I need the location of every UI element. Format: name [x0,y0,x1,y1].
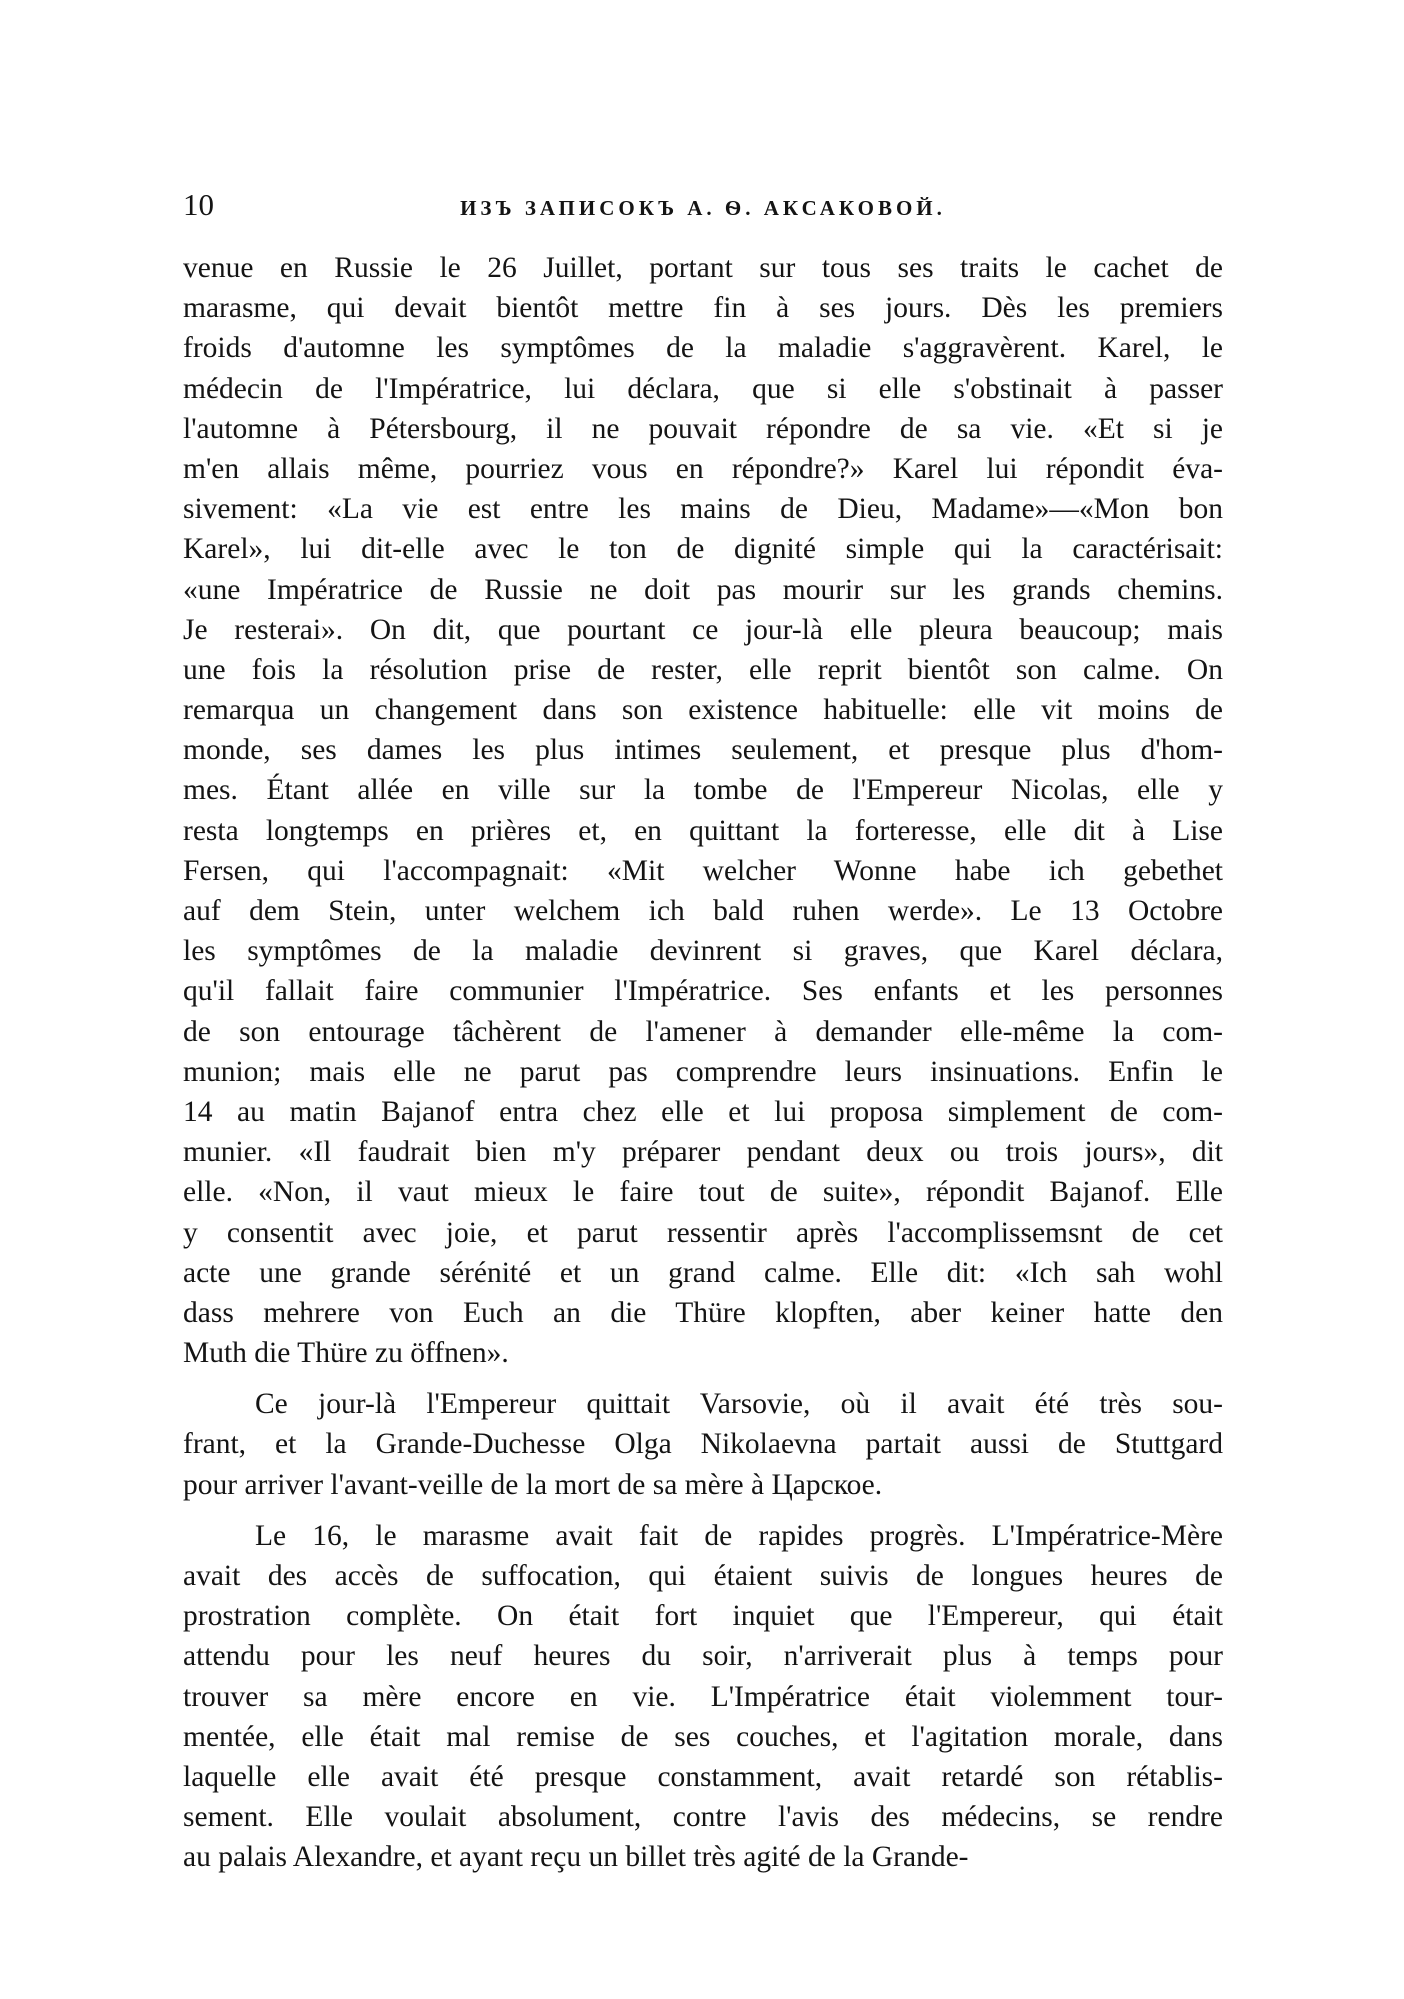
text-line: prostration complète. On était fort inquiet que l'Empereur, qui était [183,1600,1223,1633]
text-line: resta longtemps en prières et, en quittant la forteresse, elle dit à Lise [183,814,1223,847]
text-line: m'en allais même, pourriez vous en répondre?» Karel lui répondit éva- [183,452,1223,485]
text-line: Karel», lui dit-elle avec le ton de dignité simple qui la caractérisait: [183,533,1223,566]
text-line: Le 16, le marasme avait fait de rapides progrès. L'Impératrice-Mère [255,1519,1223,1552]
text-line: frant, et la Grande-Duchesse Olga Nikolaevna partait aussi de Stuttgard [183,1428,1223,1461]
text-line: une fois la résolution prise de rester, elle reprit bientôt son calme. On [183,653,1223,686]
text-line: au palais Alexandre, et ayant reçu un billet très agité de la Grande- [183,1841,969,1874]
paragraph-gap [183,1373,1223,1384]
text-line: marasme, qui devait bientôt mettre fin à ses jours. Dès les premiers [183,292,1223,325]
text-line: trouver sa mère encore en vie. L'Impératrice était violemment tour- [183,1680,1223,1713]
text-line: froids d'automne les symptômes de la maladie s'aggravèrent. Karel, le [183,332,1223,365]
text-line: de son entourage tâchèrent de l'amener à demander elle-même la com- [183,1015,1223,1048]
text-line: Fersen, qui l'accompagnait: «Mit welcher Wonne habe ich gebethet [183,854,1223,887]
text-line: mentée, elle était mal remise de ses couches, et l'agitation morale, dans [183,1720,1223,1753]
text-line: elle. «Non, il vaut mieux le faire tout de suite», répondit Bajanof. Elle [183,1176,1223,1209]
body-text [183,248,1223,1878]
running-header [183,185,1223,225]
text-line: monde, ses dames les plus intimes seulement, et presque plus d'hom- [183,734,1223,767]
text-line: laquelle elle avait été presque constamment, avait retardé son rétablis- [183,1760,1223,1793]
text-line: auf dem Stein, unter welchem ich bald ruhen werde». Le 13 Octobre [183,895,1223,927]
text-line: attendu pour les neuf heures du soir, n'arriverait plus à temps pour [183,1640,1223,1673]
paragraph-1 [183,248,1223,1373]
text-line: remarqua un changement dans son existence habituelle: elle vit moins de [183,694,1223,727]
text-line: qu'il fallait faire communier l'Impératrice. Ses enfants et les personnes [183,975,1223,1008]
text-line: sement. Elle voulait absolument, contre l'avis des médecins, se rendre [183,1801,1223,1834]
text-line: pour arriver l'avant-veille de la mort de sa mère à Царское. [183,1468,883,1501]
text-line: Je resterai». On dit, que pourtant ce jour-là elle pleura beaucoup; mais [183,613,1223,646]
paragraph-2 [183,1384,1223,1505]
page-number: 10 [183,187,214,222]
text-line: avait des accès de suffocation, qui étaient suivis de longues heures de [183,1560,1223,1592]
header-title: ИЗЪ ЗАПИСОКЪ А. Ѳ. АКСАКОВОЙ. [460,196,946,220]
text-line: munier. «Il faudrait bien m'y préparer pendant deux ou trois jours», dit [183,1136,1223,1169]
text-line: acte une grande sérénité et un grand calme. Elle dit: «Ich sah wohl [183,1256,1223,1289]
text-line: y consentit avec joie, et parut ressentir après l'accomplissemsnt de cet [183,1216,1223,1249]
paragraph-3 [183,1516,1223,1878]
text-line: les symptômes de la maladie devinrent si graves, que Karel déclara, [183,935,1223,968]
text-line: sivement: «La vie est entre les mains de Dieu, Madame»—«Mon bon [183,493,1223,526]
text-line: «une Impératrice de Russie ne doit pas mourir sur les grands chemins. [183,573,1223,606]
text-line: 14 au matin Bajanof entra chez elle et lui proposa simplement de com- [183,1095,1223,1128]
text-line: mes. Étant allée en ville sur la tombe de l'Empereur Nicolas, elle y [183,774,1223,807]
paragraph-gap [183,1505,1223,1516]
text-line: médecin de l'Impératrice, lui déclara, que si elle s'obstinait à passer [183,372,1223,405]
text-line: venue en Russie le 26 Juillet, portant sur tous ses traits le cachet de [183,252,1223,284]
text-line: Ce jour-là l'Empereur quittait Varsovie, où il avait été très sou- [255,1388,1223,1421]
text-line: l'automne à Pétersbourg, il ne pouvait répondre de sa vie. «Et si je [183,412,1223,445]
text-line: munion; mais elle ne parut pas comprendre leurs insinuations. Enfin le [183,1055,1223,1088]
text-line: dass mehrere von Euch an die Thüre klopften, aber keiner hatte den [183,1296,1223,1329]
text-line: Muth die Thüre zu öffnen». [183,1337,509,1370]
